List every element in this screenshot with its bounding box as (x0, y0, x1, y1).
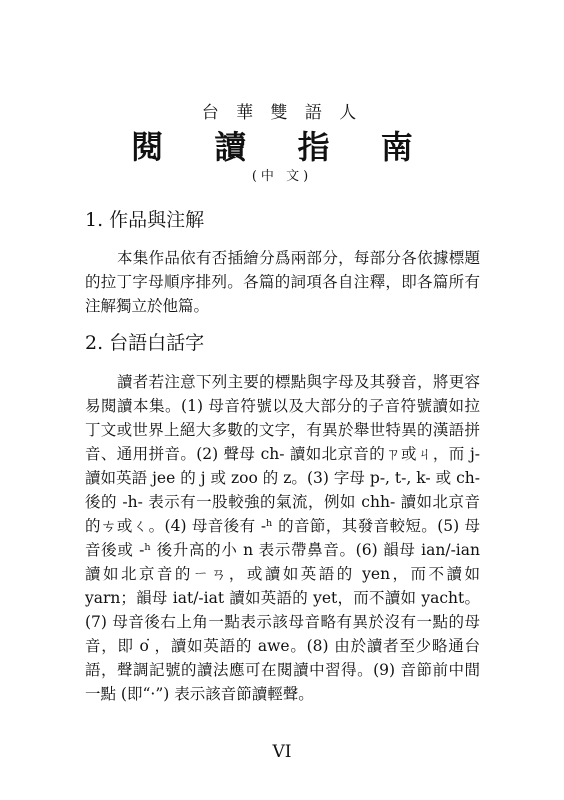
book-subtitle: 台 華 雙 語 人 (201, 103, 363, 123)
language-label: (中 文) (251, 169, 313, 184)
section-body-works: 本集作品依有否插繪分爲兩部分，每部分各依據標題的拉丁字母順序排列。各篇的詞項各自注釋，即各篇所有注解獨立於他篇。 (85, 249, 480, 315)
section-heading-romanization: 2. 台語白話字 (85, 332, 205, 354)
section-body-romanization: 讀者若注意下列主要的標點與字母及其發音，將更容易閱讀本集。(1) 母音符號以及大部分的子音符號讀如拉丁文或世界上絕大多數的文字，有異於舉世特異的漢語拼音、通用拼音。(2) 聲母 ch- 讀如北京音的ㄗ或ㄐ，而 j- 讀如英語 jee 的 j 或 zoo 的 z。(3) 字母 p-, t-, k- 或 ch- 後的 -h- 表示有一股較強的氣流，例如 chh- 讀如北京音的ㄘ或ㄑ。(4) 母音後有 -ʰ 的音節，其發音較短。(5) 母音後或 -ʰ 後升高的小 n 表示帶鼻音。(6) 韻母 ian/-ian 讀如北京音的ㄧㄢ，或讀如英語的 yen，而不讀如 yarn；韻母 iat/-iat 讀如英語的 yet，而不讀如 yacht。(7) 母音後右上角一點表示該母音略有異於沒有一點的母音，即 o͘ ，讀如英語的 awe。(8) 由於讀者至少略通台語，聲調記號的讀法應可在閱讀中習得。(9) 音節前中間一點 (即“·”) 表示該音節讀輕聲。 (85, 373, 480, 703)
page-number: VI (272, 742, 292, 762)
page-title: 閱 讀 指 南 (131, 128, 433, 166)
section-heading-works: 1. 作品與注解 (85, 209, 205, 231)
